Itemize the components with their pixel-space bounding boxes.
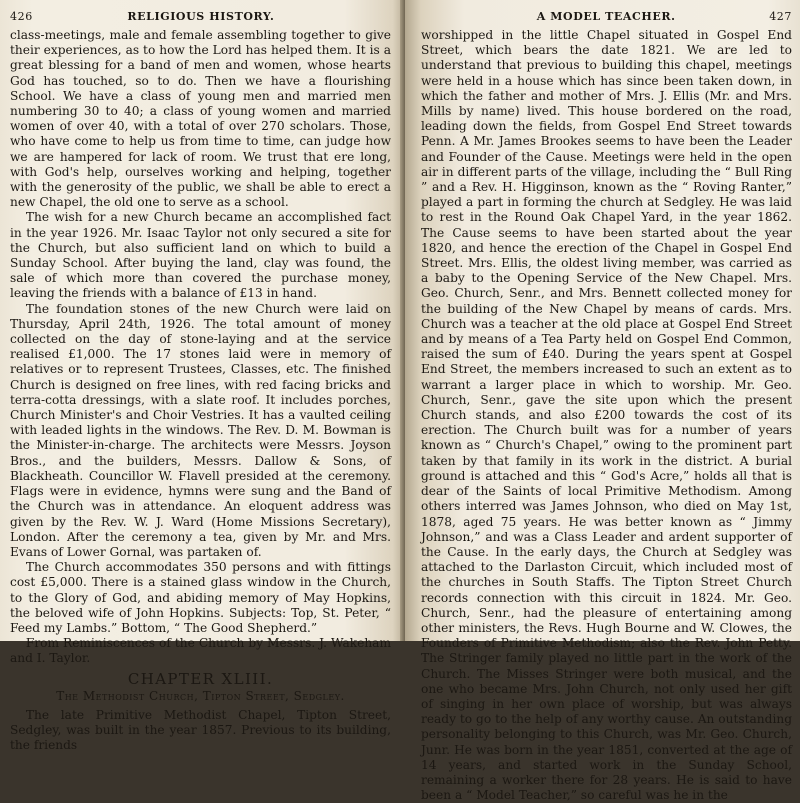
chapter-heading: CHAPTER XLIII. (127, 669, 274, 688)
section-heading: The Methodist Church, Tipton Street, Sedgley. (56, 688, 345, 703)
left-running-title: RELIGIOUS HISTORY. (127, 10, 275, 23)
left-running-head (10, 10, 391, 26)
paragraph: From Reminiscences of the Church by Messrs. J. Wakeham and I. Taylor. (10, 636, 391, 666)
right-body-text (421, 28, 792, 803)
paragraph: The wish for a new Church became an accomplished fact in the year 1926. Mr. Isaac Taylor not only secured a site for the Church, but also sufficient land on which to build a Sunday School. After buying the land, clay was found, the sale of which more than covered the purchase money, leaving the friends with a balance of £13 in hand. (10, 210, 391, 301)
paragraph: The foundation stones of the new Church were laid on Thursday, April 24th, 1926. The total amount of money collected on the day of stone-laying and at the service realised £1,000. The 17 stones laid were in memory of relatives or to represent Trustees, Classes, etc. The finished Church is designed on free lines, with red facing bricks and terra-cotta dressings, with a slate roof. It includes porches, Church Minister's and Choir Vestries. It has a vaulted ceiling with leaded lights in the windows. The Rev. D. M. Bowman is the Minister-in-charge. The architects were Messrs. Joyson Bros., and the builders, Messrs. Dallow & Sons, of Blackheath. Councillor W. Flavell presided at the ceremony. Flags were in evidence, hymns were sung and the Band of the Church was in attendance. An eloquent address was given by the Rev. W. J. Ward (Home Missions Secretary), London. After the ceremony a tea, given by Mr. and Mrs. Evans of Lower Gornal, was partaken of. (10, 301, 391, 559)
right-page (405, 0, 800, 803)
paragraph: The late Primitive Methodist Chapel, Tipton Street, Sedgley, was built in the year 1857. Previous to its building, the friends (10, 707, 391, 753)
paragraph: class-meetings, male and female assembling together to give their experiences, as to how the Lord has helped them. It is a great blessing for a band of men and women, whose hearts God has touched, so to do. Then we have a flourishing School. We have a class of young men and married men numbering 30 to 40; a class of young women and married women of over 40, with a total of over 270 scholars. Those, who have come to help us from time to time, can judge how we are hampered for lack of room. We trust that ere long, with God's help, ourselves working and helping, together with the generosity of the public, we shall be able to erect a new Chapel, the old one to serve as a school. (10, 28, 391, 210)
paragraph: worshipped in the little Chapel situated in Gospel End Street, which bears the date 1821. We are led to understand that previous to building this chapel, meetings were held in a house which has since been taken down, in which the father and mother of Mrs. J. Ellis (Mr. and Mrs. Mills by name) lived. This house bordered on the road, leading down the fields, from Gospel End Street towards Penn. A Mr. James Brookes seems to have been the Leader and Founder of the Cause. Meetings were held in the open air in different parts of the village, including the “ Bull Ring ” and a Rev. H. Higginson, known as the “ Roving Ranter,” played a part in forming the church at Sedgley. He was laid to rest in the Round Oak Chapel Yard, in the year 1862. The Cause seems to have been started about the year 1820, and hence the erection of the Chapel in Gospel End Street. Mrs. Ellis, the oldest living member, was carried as a baby to the Opening Service of the New Chapel. Mrs. Geo. Church, Senr., and Mrs. Bennett collected money for the building of the New Chapel by means of cards. Mrs. Church was a teacher at the old place at Gospel End Street and by means of a Tea Party held on Gospel End Common, raised the sum of £40. During the years spent at Gospel End Street, the members increased to such an extent as to warrant a larger place in which to worship. Mr. Geo. Church, Senr., gave the site upon which the present Church stands, and also £200 towards the cost of its erection. The Church built was for a number of years known as “ Church's Chapel,” owing to the prominent part taken by that family in its work in the district. A burial ground is attached and this “ God's Acre,” holds all that is dear of the Saints of local Primitive Methodism. Among others interred was James Johnson, who died on May 1st, 1878, aged 75 years. He was better known as “ Jimmy Johnson,” and was a Class Leader and ardent supporter of the Cause. In the early days, the Church at Sedgley was attached to the Darlaston Circuit, which included most of the churches in South Staffs. The Tipton Street Church records connection with this circuit in 1824. Mr. Geo. Church, Senr., had the pleasure of entertaining among other ministers, the Revs. Hugh Bourne and W. Clowes, the Founders of Primitive Methodism; also the Rev. John Petty. The Stringer family played no little part in the work of the Church. The Misses Stringer were both musical, and the one who became Mrs. John Church, not only used her gift of singing in her own place of worship, but was always ready to go to the help of any worthy cause. An outstanding personality belonging to this Church, was Mr. Geo. Church, Junr. He was born in the year 1851, converted at the age of 14 years, and started work in the Sunday School, remaining a worker there for 28 years. He is said to have been a “ Model Teacher,” so careful was he in the (421, 28, 792, 803)
right-running-head (421, 10, 792, 26)
left-page (0, 0, 405, 753)
right-running-title: A MODEL TEACHER. (536, 10, 676, 23)
right-page-number: 427 (769, 10, 792, 23)
left-page-number: 426 (10, 10, 33, 23)
left-body-text (10, 28, 391, 754)
paragraph: The Church accommodates 350 persons and with fittings cost £5,000. There is a stained glass window in the Church, to the Glory of God, and abiding memory of May Hopkins, the beloved wife of John Hopkins. Subjects: Top, St. Peter, “ Feed my Lambs.” Bottom, “ The Good Shepherd.” (10, 560, 391, 635)
